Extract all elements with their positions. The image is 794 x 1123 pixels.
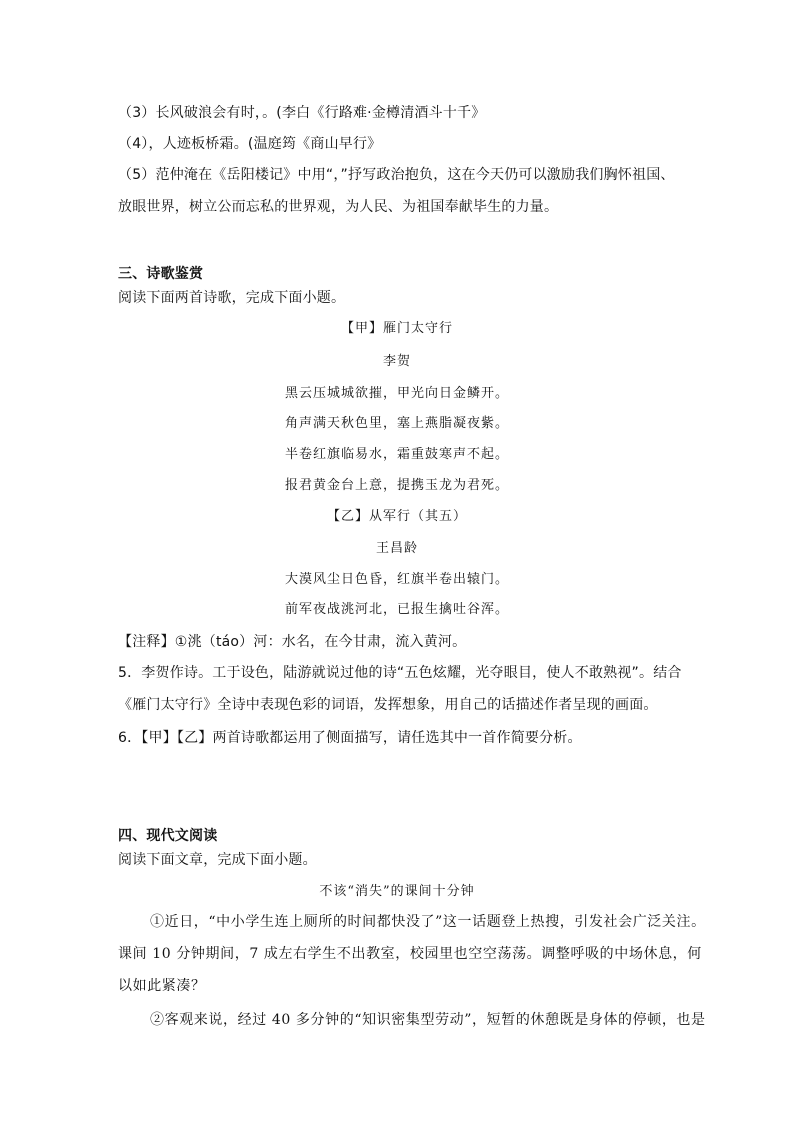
poem1-title: 【甲】雁门太守行 xyxy=(340,321,453,336)
poem2-author: 王昌龄 xyxy=(375,541,418,556)
question-5-line-2: 《雁门太守行》全诗中表现色彩的词语，发挥想象，用自己的话描述作者呈现的画面。 xyxy=(118,697,658,713)
poetry-instruction: 阅读下面两首诗歌，完成下面小题。 xyxy=(118,290,346,306)
poem1-line: 角声满天秋色里，塞上燕脂凝夜紫。 xyxy=(284,416,509,431)
poem1-line: 半卷红旗临易水，霜重鼓寒声不起。 xyxy=(284,447,509,462)
poem2-title: 【乙】从军行（其五） xyxy=(326,509,467,524)
question-6: 6．【甲】【乙】两首诗歌都运用了侧面描写，请任选其中一首作简要分析。 xyxy=(118,730,582,746)
fill-blank-item-4: （4），人迹板桥霜。(温庭筠《商山早行》 xyxy=(118,136,382,152)
fill-blank-item-5-line-2: 放眼世界，树立公而忘私的世界观，为人民、为祖国奉献毕生的力量。 xyxy=(118,199,559,215)
article-title: 不该“消失”的课间十分钟 xyxy=(319,884,475,899)
article-paragraph-1-line-3: 以如此紧凑？ xyxy=(118,978,206,994)
fill-blank-item-3: （3）长风破浪会有时，。(李白《行路难·金樽清酒斗十千》 xyxy=(118,105,486,121)
poem2-line: 前军夜战洮河北，已报生擒吐谷浑。 xyxy=(284,602,509,617)
modern-instruction: 阅读下面文章，完成下面小题。 xyxy=(118,852,317,868)
article-paragraph-1-line-1: ①近日，“中小学生连上厕所的时间都快没了”这一话题登上热搜，引发社会广泛关注。 xyxy=(150,914,706,930)
poetry-section-heading: 三、诗歌鉴赏 xyxy=(118,266,204,282)
modern-section-heading: 四、现代文阅读 xyxy=(118,828,218,844)
article-paragraph-1-line-2: 课间 10 分钟期间，7 成左右学生不出教室，校园里也空空荡荡。调整呼吸的中场休息，何 xyxy=(118,946,702,962)
poem1-line: 黑云压城城欲摧，甲光向日金鳞开。 xyxy=(284,386,509,401)
poem1-line: 报君黄金台上意，提携玉龙为君死。 xyxy=(284,478,509,493)
article-paragraph-2-line-1: ②客观来说，经过 40 多分钟的“知识密集型劳动”，短暂的休憩既是身体的停顿，也是 xyxy=(150,1012,706,1028)
poetry-note: 【注释】①洮（táo）河：水名，在今甘肃，流入黄河。 xyxy=(118,634,467,650)
poem1-author: 李贺 xyxy=(382,354,411,369)
fill-blank-item-5-line-1: （5）范仲淹在《岳阳楼记》中用“，”抒写政治抱负，这在今天仍可以激励我们胸怀祖国、 xyxy=(118,167,675,183)
poem2-line: 大漠风尘日色昏，红旗半卷出辕门。 xyxy=(284,572,509,587)
question-5-line-1: 5．李贺作诗。工于设色，陆游就说过他的诗“五色炫耀，光夺眼目，使人不敢熟视”。结合 xyxy=(118,665,682,681)
